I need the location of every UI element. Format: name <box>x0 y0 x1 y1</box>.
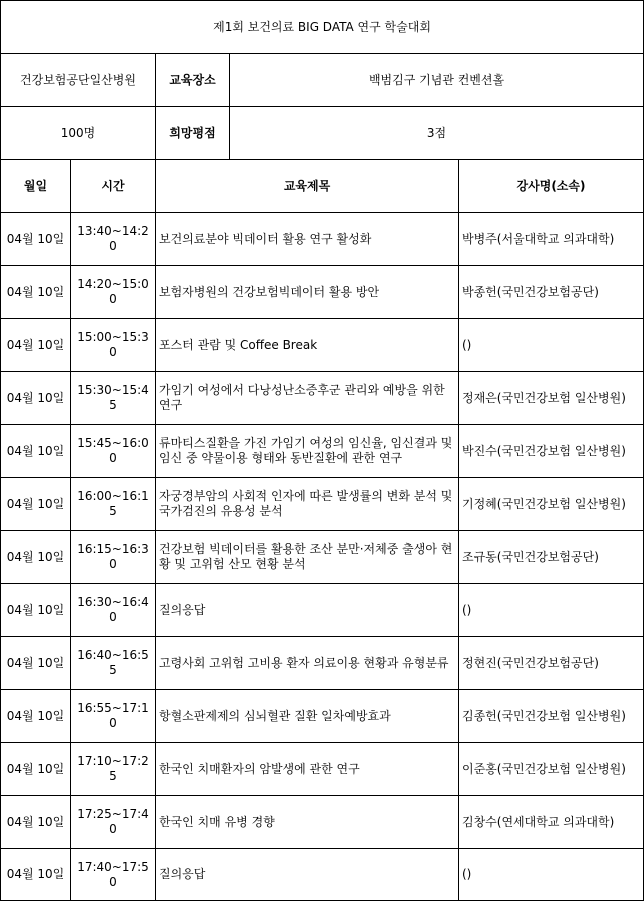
row-subject: 류마티스질환을 가진 가임기 여성의 임신율, 임신결과 및 임신 중 약물이용 형태와 동반질환에 관한 연구 <box>156 425 459 478</box>
row-time: 15:00~15:30 <box>71 319 156 372</box>
row-subject: 질의응답 <box>156 849 459 901</box>
row-date: 04월 10일 <box>1 372 71 425</box>
row-subject: 보험자병원의 건강보험빅데이터 활용 방안 <box>156 266 459 319</box>
place-label: 교육장소 <box>156 54 230 107</box>
row-date: 04월 10일 <box>1 637 71 690</box>
row-subject: 한국인 치매환자의 암발생에 관한 연구 <box>156 743 459 796</box>
row-time: 16:15~16:30 <box>71 531 156 584</box>
row-time: 17:10~17:25 <box>71 743 156 796</box>
place-value: 백범김구 기념관 컨벤션홀 <box>230 54 644 107</box>
row-time: 17:25~17:40 <box>71 796 156 849</box>
row-speaker: 박진수(국민건강보험 일산병원) <box>459 425 644 478</box>
row-subject: 자궁경부암의 사회적 인자에 따른 발생률의 변화 분석 및 국가검진의 유용성 분석 <box>156 478 459 531</box>
table-row <box>1 637 644 690</box>
table-row <box>1 266 644 319</box>
row-speaker: () <box>459 319 644 372</box>
row-date: 04월 10일 <box>1 425 71 478</box>
table-row <box>1 425 644 478</box>
table-row <box>1 478 644 531</box>
table-row <box>1 743 644 796</box>
table-row <box>1 690 644 743</box>
row-time: 15:30~15:45 <box>71 372 156 425</box>
header-speaker: 강사명(소속) <box>459 160 644 213</box>
row-date: 04월 10일 <box>1 690 71 743</box>
header-time: 시간 <box>71 160 156 213</box>
table-row <box>1 213 644 266</box>
row-speaker: 박병주(서울대학교 의과대학) <box>459 213 644 266</box>
row-speaker: () <box>459 584 644 637</box>
row-subject: 보건의료분야 빅데이터 활용 연구 활성화 <box>156 213 459 266</box>
table-row <box>1 531 644 584</box>
row-time: 16:30~16:40 <box>71 584 156 637</box>
row-subject: 가임기 여성에서 다낭성난소증후군 관리와 예방을 위한 연구 <box>156 372 459 425</box>
attendee-count: 100명 <box>1 107 156 160</box>
event-title: 제1회 보건의료 BIG DATA 연구 학술대회 <box>1 1 644 54</box>
row-time: 17:40~17:50 <box>71 849 156 901</box>
row-speaker: 이준홍(국민건강보험 일산병원) <box>459 743 644 796</box>
row-subject: 포스터 관람 및 Coffee Break <box>156 319 459 372</box>
organization: 건강보험공단일산병원 <box>1 54 156 107</box>
row-date: 04월 10일 <box>1 849 71 901</box>
row-time: 16:55~17:10 <box>71 690 156 743</box>
header-subject: 교육제목 <box>156 160 459 213</box>
row-speaker: 조규동(국민건강보험공단) <box>459 531 644 584</box>
row-date: 04월 10일 <box>1 584 71 637</box>
row-speaker: () <box>459 849 644 901</box>
row-time: 16:00~16:15 <box>71 478 156 531</box>
row-date: 04월 10일 <box>1 213 71 266</box>
row-date: 04월 10일 <box>1 319 71 372</box>
row-speaker: 김창수(연세대학교 의과대학) <box>459 796 644 849</box>
row-speaker: 정재은(국민건강보험 일산병원) <box>459 372 644 425</box>
table-row <box>1 372 644 425</box>
row-date: 04월 10일 <box>1 531 71 584</box>
row-date: 04월 10일 <box>1 743 71 796</box>
row-subject: 항혈소판제제의 심뇌혈관 질환 일차예방효과 <box>156 690 459 743</box>
row-speaker: 박종헌(국민건강보험공단) <box>459 266 644 319</box>
table-row <box>1 796 644 849</box>
row-subject: 한국인 치매 유병 경향 <box>156 796 459 849</box>
header-date: 월일 <box>1 160 71 213</box>
row-time: 13:40~14:20 <box>71 213 156 266</box>
score-label: 희망평점 <box>156 107 230 160</box>
table-row <box>1 319 644 372</box>
row-speaker: 기정혜(국민건강보험 일산병원) <box>459 478 644 531</box>
row-date: 04월 10일 <box>1 478 71 531</box>
row-subject: 건강보험 빅데이터를 활용한 조산 분만·저체중 출생아 현황 및 고위험 산모 현황 분석 <box>156 531 459 584</box>
row-date: 04월 10일 <box>1 266 71 319</box>
row-time: 14:20~15:00 <box>71 266 156 319</box>
row-speaker: 정현진(국민건강보험공단) <box>459 637 644 690</box>
score-value: 3점 <box>230 107 644 160</box>
row-subject: 질의응답 <box>156 584 459 637</box>
row-subject: 고령사회 고위험 고비용 환자 의료이용 현황과 유형분류 <box>156 637 459 690</box>
row-time: 16:40~16:55 <box>71 637 156 690</box>
row-time: 15:45~16:00 <box>71 425 156 478</box>
table-row <box>1 849 644 901</box>
row-speaker: 김종헌(국민건강보험 일산병원) <box>459 690 644 743</box>
row-date: 04월 10일 <box>1 796 71 849</box>
table-row <box>1 584 644 637</box>
